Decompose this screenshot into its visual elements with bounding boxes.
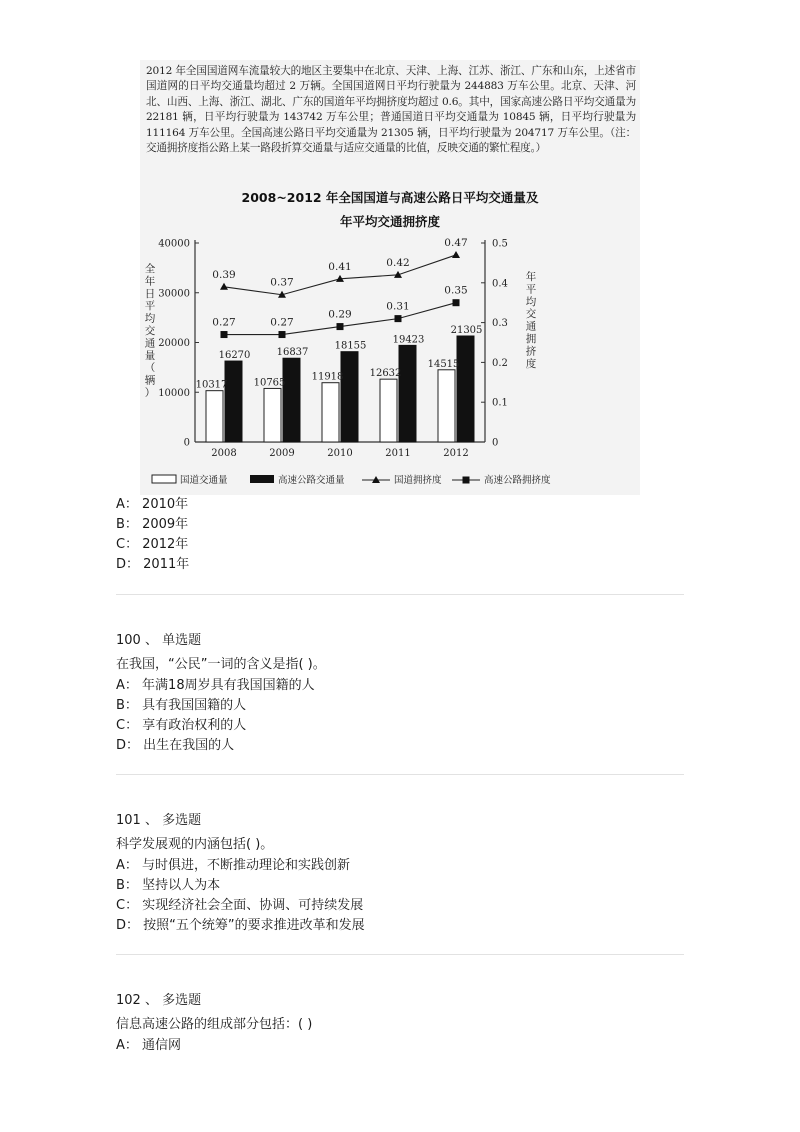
y-tick-label: 30000 (158, 288, 190, 300)
option-key: D： (116, 557, 140, 572)
option-key: A： (116, 1038, 138, 1053)
x-tick-label: 2010 (327, 448, 353, 459)
bar-label-expressway: 16837 (276, 347, 309, 359)
y2-axis-label: 年平均交通拥挤度 (525, 271, 537, 370)
bar-label-national-road: 11918 (311, 371, 344, 383)
label-expressway-congestion: 0.35 (444, 284, 468, 297)
chart (140, 60, 640, 495)
option-key: B： (116, 698, 138, 713)
chart-title: 2008~2012 年全国国道与高速公路日平均交通量及 (241, 190, 539, 205)
option-text: 2012年 (142, 537, 189, 552)
q99-option-b[interactable] (116, 516, 188, 534)
divider (116, 594, 684, 595)
q101-header: 101 、 多选题 (116, 813, 202, 828)
bar-national-road (380, 379, 397, 442)
bar-label-national-road: 10765 (253, 377, 286, 389)
option-text: 实现经济社会全面、协调、可持续发展 (142, 898, 364, 913)
label-national-congestion: 0.47 (444, 236, 468, 249)
option-key: B： (116, 878, 138, 893)
bar-expressway (341, 352, 358, 442)
label-national-congestion: 0.42 (386, 256, 410, 269)
option-key: C： (116, 898, 139, 913)
marker-triangle (220, 283, 228, 290)
bar-label-national-road: 14515 (427, 358, 460, 370)
option-key: C： (116, 537, 139, 552)
bar-label-national-road: 10317 (195, 379, 228, 391)
legend-label: 国道交通量 (180, 475, 228, 486)
bar-expressway (457, 336, 474, 442)
bar-label-expressway: 19423 (392, 334, 425, 346)
q101-option-d[interactable] (116, 917, 365, 935)
legend-swatch-expressway (250, 475, 274, 483)
marker-square (279, 331, 286, 338)
legend-label: 国道拥挤度 (394, 475, 442, 486)
q100-option-c[interactable] (116, 717, 246, 735)
legend-swatch-national-road (152, 475, 176, 483)
label-expressway-congestion: 0.27 (212, 316, 236, 329)
x-tick-label: 2011 (385, 448, 411, 459)
option-text: 2011年 (143, 557, 190, 572)
question-figure (140, 60, 640, 495)
option-text: 2009年 (142, 517, 189, 532)
x-tick-label: 2012 (443, 448, 469, 459)
q100-option-a[interactable] (116, 677, 315, 695)
q102-stem: 信息高速公路的组成部分包括：( ) (116, 1017, 313, 1032)
marker-square (221, 331, 228, 338)
y2-tick-label: 0.4 (492, 278, 508, 290)
q101-option-b[interactable] (116, 877, 220, 895)
label-expressway-congestion: 0.31 (386, 300, 410, 313)
passage-text: 2012 年全国国道网车流量较大的地区主要集中在北京、天津、上海、江苏、浙江、广东和山东，上述省市国道网的日平均交通量均超过 2 万辆。全国国道网日平均行驶量为 244883 万车公里。北京、天津、河北、山西、上海、浙江、湖北、广东的国道年平均拥挤度均超过 0.6。其中，国家高速公路日平均交通量为 22181 辆，日平均行驶量为 143742 万车公里；普通国道日平均交通量为 10845 辆，日平均行驶量为 111164 万车公里。全国高速公路日平均交通量为 21305 辆，日平均行驶量为 204717 万车公里。（注：交通拥挤度指公路上某一路段折算交通量与适应交通量的比值，反映交通的繁忙程度。） (146, 65, 636, 155)
marker-square (337, 323, 344, 330)
y2-tick-label: 0.3 (492, 318, 508, 330)
y2-tick-label: 0.1 (492, 397, 508, 409)
y-tick-label: 20000 (158, 338, 190, 349)
bar-label-expressway: 18155 (334, 340, 367, 352)
bar-expressway (225, 361, 242, 442)
option-text: 通信网 (142, 1038, 182, 1053)
label-expressway-congestion: 0.27 (270, 316, 294, 329)
option-text: 坚持以人为本 (142, 878, 221, 893)
option-key: A： (116, 858, 138, 873)
bar-expressway (399, 345, 416, 442)
bar-label-national-road: 12632 (369, 368, 402, 380)
y-tick-label: 0 (183, 437, 190, 449)
legend-label: 高速公路拥挤度 (484, 475, 551, 486)
label-national-congestion: 0.41 (328, 260, 352, 273)
option-text: 按照“五个统筹”的要求推进改革和发展 (143, 918, 365, 933)
y-tick-label: 40000 (158, 238, 190, 250)
q100-header: 100 、 单选题 (116, 633, 202, 648)
divider (116, 954, 684, 955)
bar-national-road (322, 383, 339, 442)
label-national-congestion: 0.39 (212, 268, 236, 281)
y2-tick-label: 0.5 (492, 238, 508, 250)
bar-national-road (206, 391, 223, 442)
option-key: A： (116, 497, 138, 512)
divider (116, 774, 684, 775)
option-key: D： (116, 738, 140, 753)
legend-label: 高速公路交通量 (278, 475, 345, 486)
q101-stem: 科学发展观的内涵包括( )。 (116, 837, 274, 852)
y2-tick-label: 0 (492, 437, 499, 449)
q101-option-c[interactable] (116, 897, 363, 915)
option-text: 与时俱进，不断推动理论和实践创新 (142, 858, 351, 873)
q100-stem: 在我国，“公民”一词的含义是指( )。 (116, 657, 326, 672)
option-text: 出生在我国的人 (143, 738, 235, 753)
option-key: C： (116, 718, 139, 733)
bar-label-expressway: 21305 (450, 325, 483, 337)
y2-tick-label: 0.2 (492, 357, 508, 369)
bar-national-road (264, 388, 281, 442)
option-key: B： (116, 517, 138, 532)
option-text: 具有我国国籍的人 (142, 698, 247, 713)
q99-option-d[interactable] (116, 556, 189, 574)
q102-option-a[interactable] (116, 1037, 181, 1055)
label-national-congestion: 0.37 (270, 276, 294, 289)
q100-option-d[interactable] (116, 737, 234, 755)
q102-header: 102 、 多选题 (116, 993, 202, 1008)
chart-subtitle: 年平均交通拥挤度 (339, 214, 440, 229)
q99-option-a[interactable] (116, 496, 188, 514)
option-text: 享有政治权利的人 (142, 718, 247, 733)
x-tick-label: 2008 (211, 448, 237, 459)
q99-option-c[interactable] (116, 536, 188, 554)
y-axis-label: 全年日平均交通量（辆） (144, 263, 156, 399)
x-tick-label: 2009 (269, 448, 295, 459)
bar-label-expressway: 16270 (218, 350, 251, 362)
y-tick-label: 10000 (158, 387, 190, 399)
option-key: D： (116, 918, 140, 933)
option-text: 2010年 (142, 497, 189, 512)
label-expressway-congestion: 0.29 (328, 308, 352, 321)
marker-triangle (452, 251, 460, 258)
marker-square (453, 299, 460, 306)
q100-option-b[interactable] (116, 697, 246, 715)
marker-square (395, 315, 402, 322)
legend-marker-square (463, 477, 470, 484)
option-key: A： (116, 678, 138, 693)
q101-option-a[interactable] (116, 857, 350, 875)
bar-expressway (283, 358, 300, 442)
option-text: 年满18周岁具有我国国籍的人 (142, 678, 315, 693)
bar-national-road (438, 370, 455, 442)
